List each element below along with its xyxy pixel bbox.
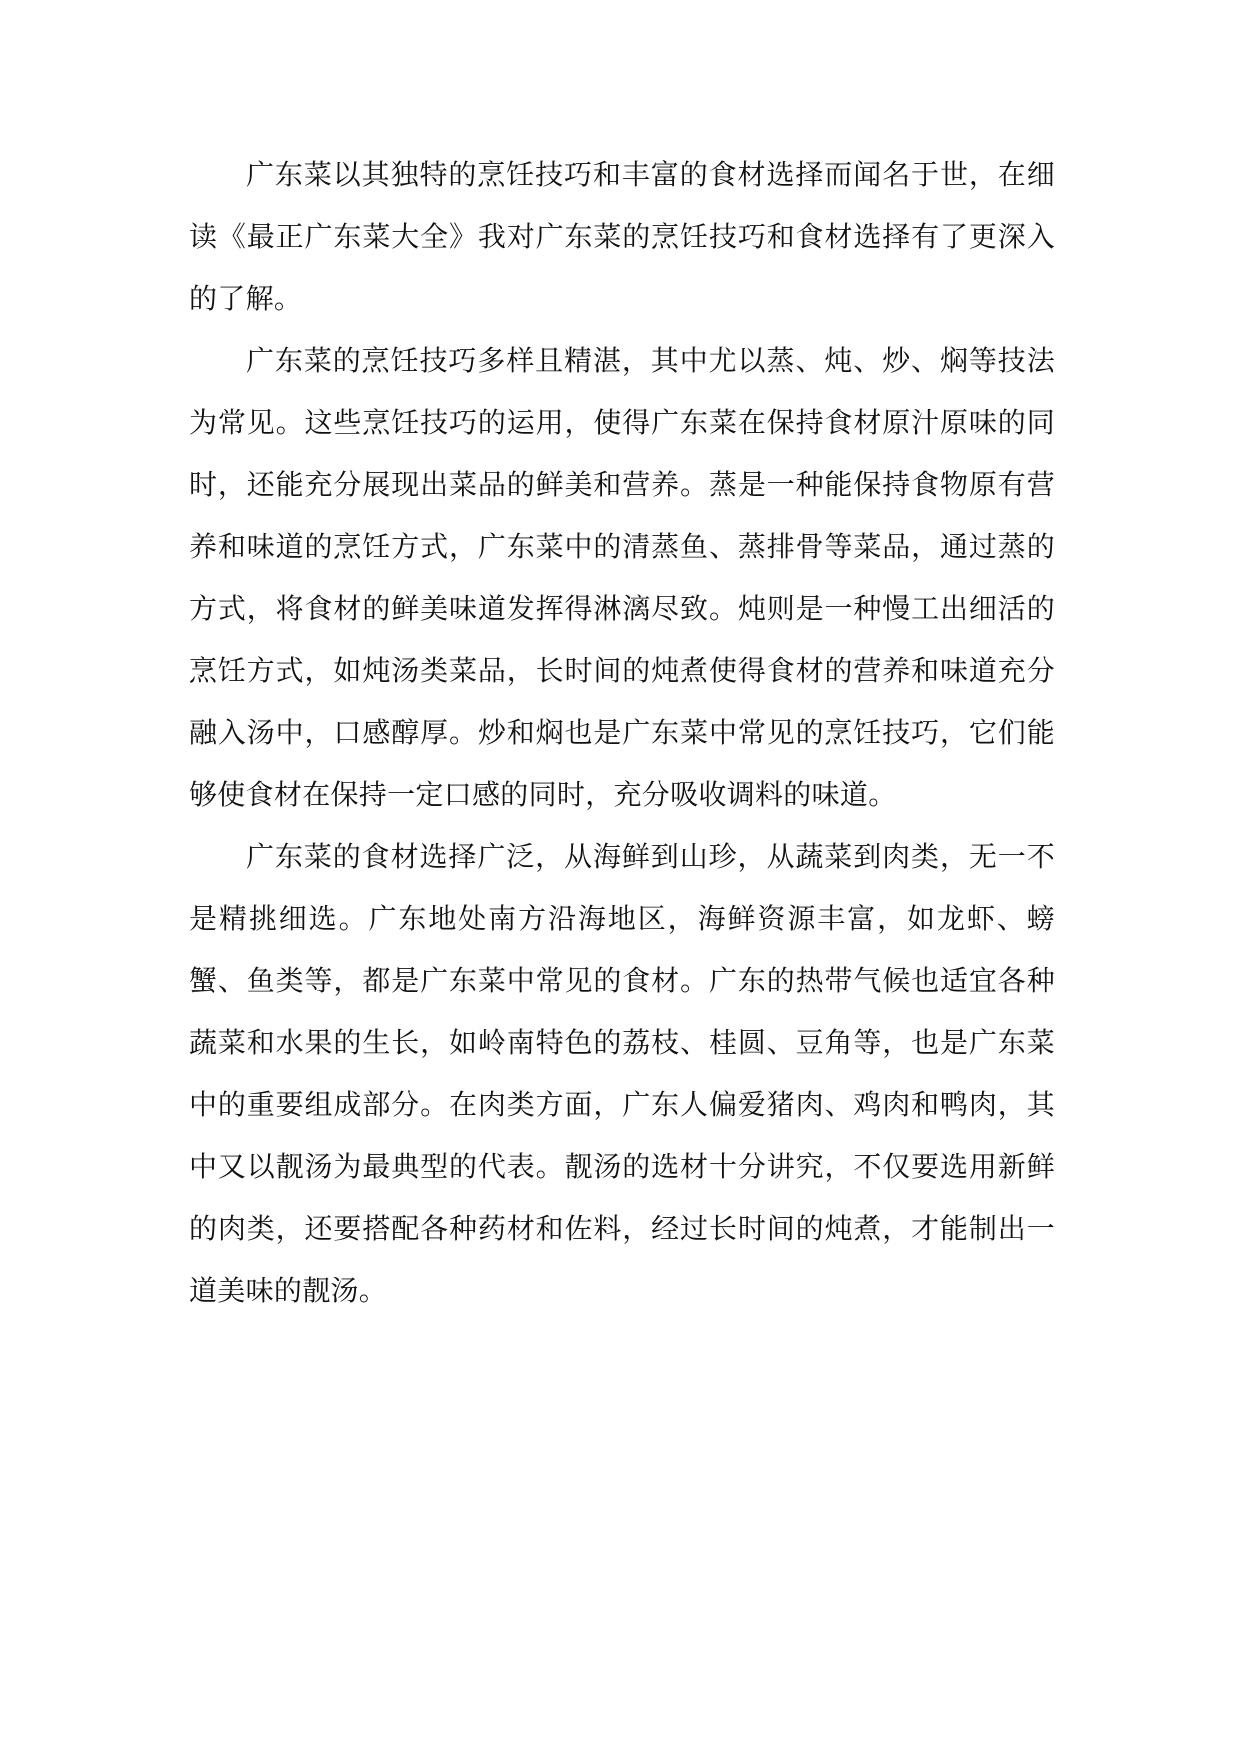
document-body bbox=[189, 144, 1055, 1322]
paragraph-cooking-techniques: 广东菜的烹饪技巧多样且精湛，其中尤以蒸、炖、炒、焖等技法为常见。这些烹饪技巧的运用，使得广东菜在保持食材原汁原味的同时，还能充分展现出菜品的鲜美和营养。蒸是一种能保持食物原有营养和味道的烹饪方式，广东菜中的清蒸鱼、蒸排骨等菜品，通过蒸的方式，将食材的鲜美味道发挥得淋漓尽致。炖则是一种慢工出细活的烹饪方式，如炖汤类菜品，长时间的炖煮使得食材的营养和味道充分融入汤中，口感醇厚。炒和焖也是广东菜中常见的烹饪技巧，它们能够使食材在保持一定口感的同时，充分吸收调料的味道。 bbox=[189, 344, 1055, 811]
paragraph-ingredient-selection: 广东菜的食材选择广泛，从海鲜到山珍，从蔬菜到肉类，无一不是精挑细选。广东地处南方沿海地区，海鲜资源丰富，如龙虾、螃蟹、鱼类等，都是广东菜中常见的食材。广东的热带气候也适宜各种蔬菜和水果的生长，如岭南特色的荔枝、桂圆、豆角等，也是广东菜中的重要组成部分。在肉类方面，广东人偏爱猪肉、鸡肉和鸭肉，其中又以靓汤为最典型的代表。靓汤的选材十分讲究，不仅要选用新鲜的肉类，还要搭配各种药材和佐料，经过长时间的炖煮，才能制出一道美味的靓汤。 bbox=[189, 840, 1055, 1307]
paragraph-intro: 广东菜以其独特的烹饪技巧和丰富的食材选择而闻名于世，在细读《最正广东菜大全》我对广东菜的烹饪技巧和食材选择有了更深入的了解。 bbox=[189, 158, 1055, 315]
